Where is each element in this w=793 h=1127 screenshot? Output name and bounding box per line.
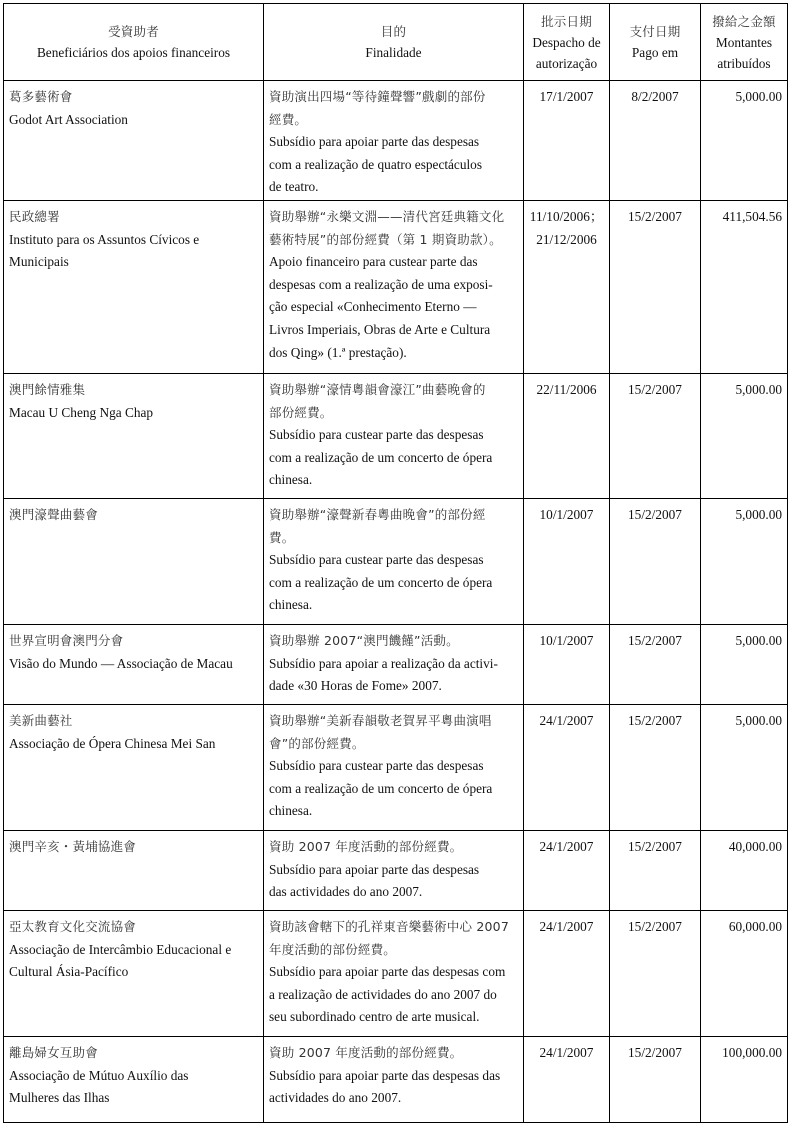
authorization-date-cell [524, 499, 610, 625]
purpose-text-pt: Apoio financeiro para custear parte das [269, 254, 478, 270]
table-row [4, 374, 788, 499]
purpose-cell [264, 911, 524, 1037]
amount-value: 5,000.00 [735, 89, 782, 104]
amount-cell [701, 201, 788, 374]
beneficiary-cell [4, 625, 264, 705]
header-text: 目的 [380, 24, 407, 39]
authorization-date-cell [524, 911, 610, 1037]
table-row [4, 625, 788, 705]
header-text: Pago em [631, 45, 679, 60]
amount-value: 411,504.56 [722, 209, 782, 224]
beneficiary-name-zh: 澳門辛亥・黃埔協進會 [9, 839, 137, 854]
header-authorization-date [524, 4, 610, 81]
purpose-cell [264, 499, 524, 625]
table-row [4, 1037, 788, 1123]
amount-cell [701, 625, 788, 705]
beneficiary-cell [4, 705, 264, 831]
header-text: Despacho de [532, 34, 601, 50]
header-row [4, 4, 788, 81]
authorization-date: 17/1/2007 [539, 89, 594, 104]
purpose-cell [264, 625, 524, 705]
table-row [4, 831, 788, 911]
beneficiary-name-zh: 澳門濠聲曲藝會 [9, 507, 98, 522]
beneficiary-cell [4, 81, 264, 201]
purpose-text-pt: Subsídio para apoiar a realização da activi- [269, 655, 498, 671]
purpose-text-pt: Subsídio para custear parte das despesas [269, 758, 484, 774]
authorization-date-cell [524, 374, 610, 499]
amount-value: 60,000.00 [728, 919, 782, 934]
purpose-text-zh: 資助該會轄下的孔祥東音樂藝術中心 2007 [269, 919, 509, 934]
header-text: atribuídos [717, 55, 771, 71]
purpose-text-zh: 經費。 [269, 111, 308, 127]
header-text: 受資助者 [108, 24, 159, 39]
beneficiary-name-pt: Cultural Ásia-Pacífico [9, 964, 129, 980]
authorization-date: 11/10/2006； [529, 209, 604, 224]
header-text: Montantes [715, 34, 773, 50]
authorization-date: 24/1/2007 [539, 1045, 594, 1060]
purpose-cell [264, 81, 524, 201]
header-payment-date [610, 4, 701, 81]
purpose-text-pt: chinesa. [269, 597, 313, 613]
table-row [4, 911, 788, 1037]
authorization-date: 21/12/2006 [536, 231, 597, 247]
purpose-text-pt: ção especial «Conhecimento Eterno — [269, 299, 477, 315]
beneficiary-name-zh: 離島婦女互助會 [9, 1045, 98, 1060]
table-row [4, 81, 788, 201]
amount-cell [701, 81, 788, 201]
amount-value: 5,000.00 [735, 382, 782, 397]
amount-value: 5,000.00 [735, 713, 782, 728]
table-row [4, 705, 788, 831]
authorization-date: 24/1/2007 [539, 713, 594, 728]
purpose-text-pt: das actividades do ano 2007. [269, 884, 423, 900]
beneficiary-name-zh: 民政總署 [9, 209, 60, 224]
authorization-date: 10/1/2007 [539, 507, 594, 522]
header-text: 批示日期 [541, 13, 592, 29]
purpose-text-zh: 年度活動的部份經費。 [269, 941, 397, 957]
header-text: autorização [535, 55, 598, 71]
payment-date: 15/2/2007 [628, 919, 682, 934]
amount-value: 40,000.00 [728, 839, 782, 854]
payment-date-cell [610, 499, 701, 625]
purpose-text-zh: 資助舉辦“永樂文淵——清代宮廷典籍文化 [269, 209, 505, 224]
purpose-text-zh: 會”的部份經費。 [269, 735, 365, 751]
purpose-text-pt: chinesa. [269, 803, 313, 819]
purpose-text-pt: Subsídio para apoiar parte das despesas com [269, 964, 506, 980]
beneficiary-name-pt: Municipais [9, 254, 69, 270]
purpose-text-pt: Livros Imperiais, Obras de Arte e Cultura [269, 321, 491, 337]
purpose-text-pt: Subsídio para apoiar parte das despesas [269, 861, 480, 877]
payment-date-cell [610, 1037, 701, 1123]
payment-date: 15/2/2007 [628, 209, 682, 224]
beneficiary-name-pt: Associação de Mútuo Auxílio das [9, 1067, 189, 1083]
purpose-text-pt: Subsídio para custear parte das despesas [269, 427, 484, 443]
purpose-text-pt: dade «30 Horas de Fome» 2007. [269, 678, 442, 694]
amount-cell [701, 911, 788, 1037]
payment-date-cell [610, 201, 701, 374]
purpose-text-zh: 資助舉辦“濠聲新春粵曲晚會”的部份經 [269, 507, 486, 522]
beneficiary-cell [4, 499, 264, 625]
beneficiary-cell [4, 201, 264, 374]
payment-date-cell [610, 705, 701, 831]
purpose-text-pt: chinesa. [269, 472, 313, 488]
amount-cell [701, 1037, 788, 1123]
beneficiary-name-pt: Associação de Intercâmbio Educacional e [9, 941, 232, 957]
amount-value: 100,000.00 [722, 1045, 782, 1060]
payment-date-cell [610, 81, 701, 201]
payment-date: 15/2/2007 [628, 839, 682, 854]
beneficiary-cell [4, 374, 264, 499]
amount-cell [701, 705, 788, 831]
purpose-cell [264, 1037, 524, 1123]
purpose-text-zh: 部份經費。 [269, 404, 333, 420]
beneficiary-name-zh: 美新曲藝社 [9, 713, 73, 728]
purpose-text-zh: 費。 [269, 529, 295, 545]
payment-date: 15/2/2007 [628, 713, 682, 728]
purpose-text-pt: despesas com a realização de uma exposi- [269, 276, 493, 292]
payment-date: 15/2/2007 [628, 633, 682, 648]
beneficiary-name-pt: Macau U Cheng Nga Chap [9, 404, 154, 420]
amount-cell [701, 499, 788, 625]
beneficiary-name-zh: 澳門餘情雅集 [9, 382, 86, 397]
beneficiary-name-pt: Godot Art Association [9, 111, 128, 127]
payment-date-cell [610, 374, 701, 499]
authorization-date: 24/1/2007 [539, 919, 594, 934]
authorization-date-cell [524, 705, 610, 831]
purpose-text-pt: com a realização de um concerto de ópera [269, 780, 493, 796]
purpose-text-zh: 資助舉辦“濠情粵韻會濠江”曲藝晚會的 [269, 382, 486, 397]
beneficiary-cell [4, 1037, 264, 1123]
beneficiary-name-pt: Associação de Ópera Chinesa Mei San [9, 735, 216, 751]
authorization-date: 24/1/2007 [539, 839, 594, 854]
purpose-text-pt: Subsídio para custear parte das despesas [269, 552, 484, 568]
purpose-text-pt: actividades do ano 2007. [269, 1090, 402, 1106]
purpose-cell [264, 201, 524, 374]
beneficiary-name-zh: 亞太教育文化交流協會 [9, 919, 137, 934]
authorization-date: 10/1/2007 [539, 633, 594, 648]
payment-date: 15/2/2007 [628, 507, 682, 522]
payment-date-cell [610, 625, 701, 705]
amount-cell [701, 374, 788, 499]
authorization-date-cell [524, 201, 610, 374]
purpose-text-pt: com a realização de um concerto de ópera [269, 574, 493, 590]
payment-date-cell [610, 831, 701, 911]
table-row [4, 499, 788, 625]
beneficiary-cell [4, 831, 264, 911]
purpose-text-pt: dos Qing» (1.ª prestação). [269, 344, 407, 360]
beneficiary-name-pt: Visão do Mundo — Associação de Macau [9, 655, 233, 671]
header-text: 撥給之金額 [712, 13, 776, 29]
purpose-cell [264, 831, 524, 911]
purpose-text-pt: seu subordinado centro de arte musical. [269, 1009, 480, 1025]
payment-date: 15/2/2007 [628, 382, 682, 397]
amount-value: 5,000.00 [735, 633, 782, 648]
purpose-text-zh: 資助 2007 年度活動的部份經費。 [269, 1045, 463, 1060]
purpose-text-zh: 資助舉辦“美新春韻敬老賀昇平粵曲演唱 [269, 713, 492, 728]
payment-date: 8/2/2007 [631, 89, 679, 104]
beneficiary-name-zh: 葛多藝術會 [9, 89, 73, 104]
purpose-text-pt: com a realização de um concerto de ópera [269, 449, 493, 465]
authorization-date-cell [524, 831, 610, 911]
purpose-cell [264, 705, 524, 831]
beneficiary-name-pt: Instituto para os Assuntos Cívicos e [9, 231, 200, 247]
payment-date-cell [610, 911, 701, 1037]
purpose-text-pt: de teatro. [269, 179, 319, 195]
purpose-text-pt: Subsídio para apoiar parte das despesas [269, 134, 480, 150]
purpose-cell [264, 374, 524, 499]
authorization-date: 22/11/2006 [536, 382, 597, 397]
purpose-text-pt: com a realização de quatro espectáculos [269, 156, 483, 172]
table-row [4, 201, 788, 374]
authorization-date-cell [524, 625, 610, 705]
amount-cell [701, 831, 788, 911]
payment-date: 15/2/2007 [628, 1045, 682, 1060]
purpose-text-pt: a realização de actividades do ano 2007 do [269, 986, 497, 1002]
authorization-date-cell [524, 81, 610, 201]
header-text: 支付日期 [629, 24, 681, 39]
beneficiary-name-zh: 世界宣明會澳門分會 [9, 633, 124, 648]
grants-table [3, 3, 788, 1123]
beneficiary-name-pt: Mulheres das Ilhas [9, 1090, 110, 1106]
authorization-date-cell [524, 1037, 610, 1123]
purpose-text-zh: 藝術特展”的部份經費（第 1 期資助款）。 [269, 231, 502, 247]
purpose-text-zh: 資助演出四場“等待鐘聲響”戲劇的部份 [269, 89, 486, 104]
purpose-text-zh: 資助 2007 年度活動的部份經費。 [269, 839, 463, 854]
header-beneficiary [4, 4, 264, 81]
purpose-text-zh: 資助舉辦 2007“澳門饑饉”活動。 [269, 633, 459, 648]
header-text: Beneficiários dos apoios financeiros [36, 45, 231, 60]
purpose-text-pt: Subsídio para apoiar parte das despesas das [269, 1067, 501, 1083]
header-text: Finalidade [365, 45, 422, 60]
beneficiary-cell [4, 911, 264, 1037]
header-amount [701, 4, 788, 81]
amount-value: 5,000.00 [735, 507, 782, 522]
header-purpose [264, 4, 524, 81]
